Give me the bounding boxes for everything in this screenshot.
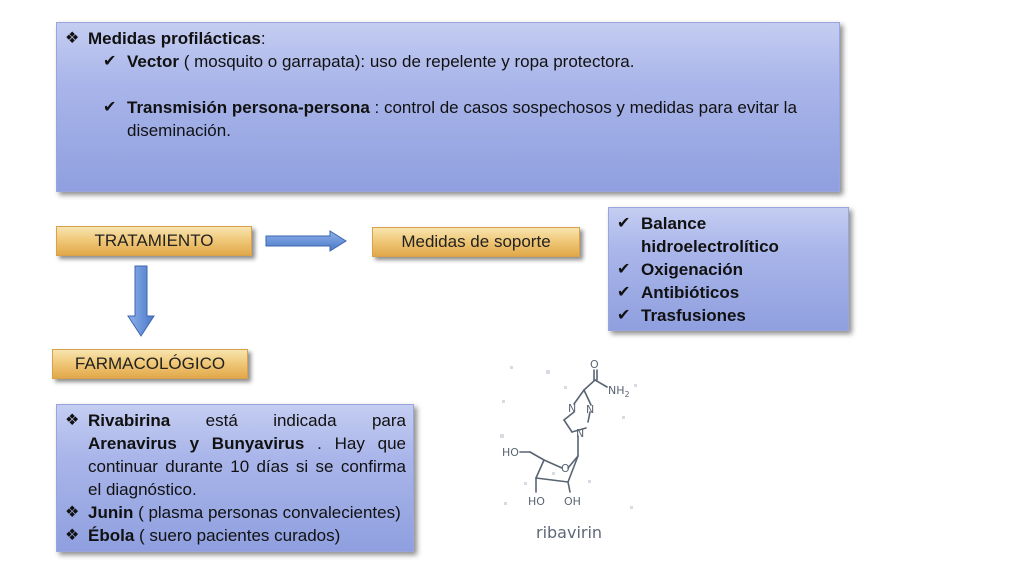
pharma-line-4: el diagnóstico. [88,480,197,499]
pharma-line-2-text: . Hay que [317,434,406,453]
atom-oxygen: O [590,358,599,371]
check-bullet-icon: ✔ [103,53,117,70]
check-bullet-icon: ✔ [617,215,631,232]
atom-n2: N [586,403,595,416]
check-bullet-icon: ✔ [617,307,631,324]
soporte-box [372,227,580,257]
pharma-line-2 [88,432,406,455]
prophylaxis-title-suffix: : [260,29,266,48]
pharmacological-box [56,404,414,552]
diamond-bullet-icon: ❖ [65,527,80,544]
support-item-balance-cont: hidroelectrolítico [641,237,779,256]
ebola-label: Ébola [88,526,135,545]
support-item-balance: Balance [641,214,707,233]
prophylaxis-title [88,27,266,50]
atom-amine: $NH_2$ [608,384,630,399]
virus-names: Arenavirus y Bunyavirus [88,434,305,453]
ebola-text: ( suero pacientes curados) [134,526,341,545]
atom-hydroxyl-3: HO [528,495,545,508]
support-item-trasfusiones: Trasfusiones [641,306,746,325]
prophylaxis-item-transmission [127,96,797,119]
prophylaxis-item-transmission-cont [127,119,231,142]
prophylaxis-item-vector [127,50,634,73]
pharma-line-1-text: está indicada para [205,411,406,430]
vector-text: ( mosquito o garrapata): uso de repelente y ropa protectora. [178,52,635,71]
diamond-bullet-icon: ❖ [65,412,80,429]
junin-label: Junin [88,503,134,522]
soporte-label: Medidas de soporte [401,232,551,251]
check-bullet-icon: ✔ [103,99,117,116]
farmacologico-label: FARMACOLÓGICO [74,354,226,373]
atom-hydroxyl-5: HO [502,446,519,459]
atom-ring-oxygen: O [561,462,570,475]
support-measures-box [608,207,849,331]
tratamiento-box [56,226,252,256]
pharma-line-1 [88,409,406,432]
transmission-text: : control de casos sospechosos y medidas para evitar la [369,98,797,117]
ribavirin-structure [494,356,654,546]
atom-hydroxyl-2: OH [564,495,581,508]
transmission-text-cont: diseminación. [127,121,231,140]
atom-n1: N [568,402,577,415]
ribavirin-label: Rivabirina [88,411,171,430]
support-item-antibioticos: Antibióticos [641,283,740,302]
right-arrow-icon [264,229,348,253]
diamond-bullet-icon: ❖ [65,504,80,521]
check-bullet-icon: ✔ [617,284,631,301]
pharma-junin [88,501,401,524]
vector-label: Vector [127,52,179,71]
farmacologico-box [52,349,248,379]
down-arrow-icon [126,264,156,338]
check-bullet-icon: ✔ [617,261,631,278]
pharma-ebola [88,524,340,547]
junin-text: ( plasma personas convalecientes) [133,503,401,522]
transmission-label: Transmisión persona-persona [127,98,370,117]
molecule-caption: ribavirin [536,523,603,542]
diamond-bullet-icon: ❖ [65,30,80,47]
atom-n3: N [576,427,585,440]
support-item-oxigenacion: Oxigenación [641,260,744,279]
tratamiento-label: TRATAMIENTO [94,231,214,250]
prophylaxis-box [56,22,840,192]
prophylaxis-title-text: Medidas profilácticas [88,29,261,48]
pharma-line-3: continuar durante 10 días si se confirma [88,457,406,476]
